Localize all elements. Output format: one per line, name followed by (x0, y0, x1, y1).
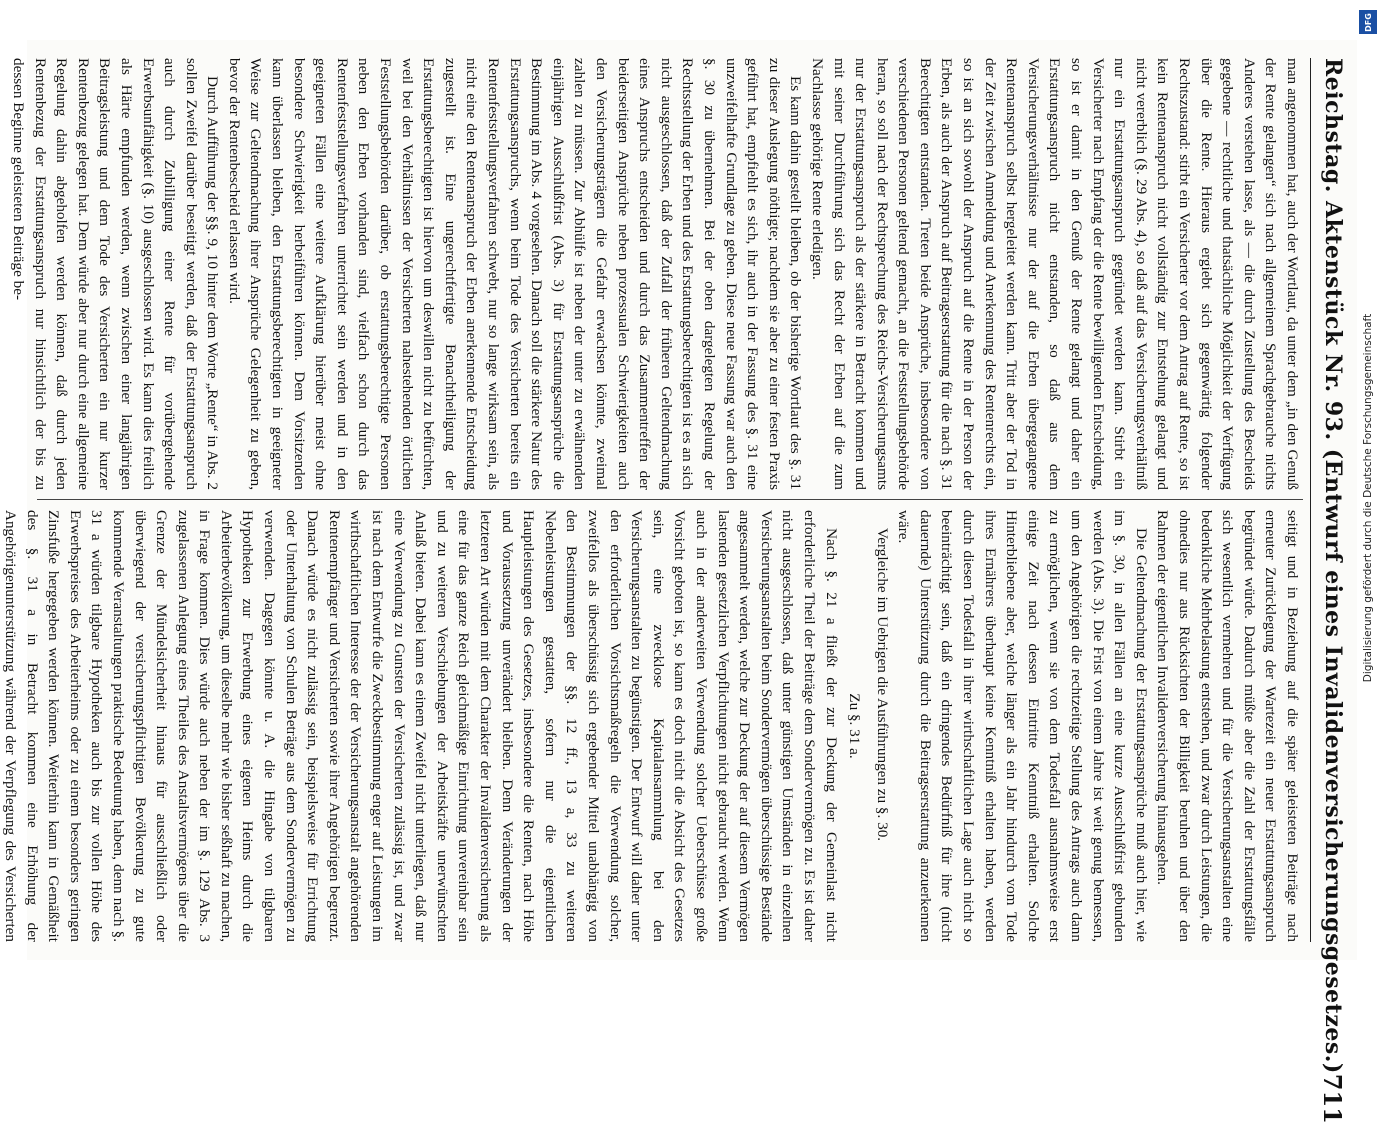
page-number: 711 (1318, 1073, 1347, 1124)
document-page (1, 40, 1357, 1124)
paragraph: Die Geltendmachung der Erstattungsansprüche muß auch hier, wie im §. 30, in allen Fällen an eine kurze Ausschlußfrist gebunden werden (Abs. 3). Die Frist von einem Jahre ist weit genug bemessen, um den Angehörigen die rechtzeitige Stellung des Antrags auch dann zu ermöglichen, wenn sie von dem Todesfall ausnahmsweise erst einige Zeit nach dessen Eintritte Kenntniß erhalten. Solche Hinterbliebene aber, welche länger als ein Jahr hindurch vom Tode ihres Ernährers überhaupt keine Kenntniß erhalten haben, werden durch diesen Todesfall in ihrer wirthschaftlichen Lage auch nicht so beeinträchtigt sein, daß ein dringendes Bedürfniß für ihre (nicht dauernde) Unterstützung durch die Beitragserstattung anzuerkennen wäre. (894, 510, 1150, 942)
page-header (1313, 58, 1353, 1124)
running-title: Reichstag. Aktenstück Nr. 93. (Entwurf eines Invalidenversicherungsgesetzes.) (1319, 58, 1346, 1074)
paragraph: Durch Aufführung der §§. 9, 10 hinter dem Worte „Rente“ in Abs. 2 sollen Zweifel darüber beseitigt werden, daß der Erstattungsanspruch auch durch Zubilligung einer Rente für vorübergehende Erwerbsunfähigkeit (§. 10) ausgeschlossen wird. Es kann dies freilich als Härte empfunden werden, wenn zwischen einer langjährigen Beitragsleistung und dem Tode des Versicherten ein nur kurzer Rentenbezug gelegen hat. Dem würde aber nur durch eine allgemeine Regelung dahin abgeholfen werden können, daß durch jeden Rentenbezug der Erstattungsanspruch nur hinsichtlich der bis zu dessen Beginne geleisteten Beiträge be- (9, 58, 221, 490)
paragraph: Nach §. 21 a fließt der zur Deckung der Gemeinlast nicht erforderliche Theil der Beiträge dem Sondervermögen zu. Es ist daher nicht ausgeschlossen, daß unter günstigen Umständen in einzelnen Versicherungsanstalten beim Sondervermögen überschüssige Bestände angesammelt werden, welche zur Deckung der auf diesem Vermögen lastenden gesetzlichen Verpflichtungen nicht gebraucht werden. Wenn auch in der anderweiten Verwendung solcher Ueberschüsse große Vorsicht geboten ist, so kann es doch nicht die Absicht des Gesetzes sein, eine zwecklose Kapitalansammlung bei den Versicherungsanstalten zu begünstigen. Der Entwurf will daher unter den erforderlichen Vorsichtsmaßregeln die Verwendung solcher, zweifellos als überschüssig sich ergebender Mittel unabhängig von den Bestimmungen der §§. 12 ff., 13 a, 33 zu weiteren Nebenleistungen gestatten, sofern nur die eigentlichen Hauptleistungen des Gesetzes, insbesondere die Renten, nach Höhe und Voraussetzung unverändert bleiben. Denn Veränderungen der letzteren Art würden mit dem Charakter der Invalidenversicherung als eine für das ganze Reich gleichmäßige Einrichtung unvereinbar sein und zu weiteren Verschiebungen der Arbeitskräfte unerwünschten Anlaß bieten. Dabei kann es einem Zweifel nicht unterliegen, daß nur eine Verwendung zu Gunsten der Versicherten zulässig ist, und zwar ist nach dem Entwurfe die Zweckbestimmung enger auf Leistungen im wirthschaftlichen Interesse der der Versicherungsanstalt angehörenden Rentenempfänger und Versicherten sowie ihrer Angehörigen begrenzt. Danach würde es nicht zulässig sein, beispielsweise für Errichtung oder Unterhaltung von Schulen Beträge aus dem Sondervermögen zu verwenden. Dagegen könnte u. A. die Hingabe von tilgbaren Hypotheken zur Erwerbung eines eigenen Heims durch die Arbeiterbevölkerung, um dieselbe mehr wie bisher seßhaft zu machen, in Frage kommen. Dies würde auch neben der im §. 129 Abs. 3 zugelassenen Anlegung eines Theiles des Anstaltsvermögens über die Grenze der Mündelsicherheit hinaus für ausschließlich oder überwiegend der versicherungspflichtigen Bevölkerung zu gute kommende Veranstaltungen praktische Bedeutung haben, denn nach §. 31 a würden tilgbare Hypotheken auch bis zur vollen Höhe des Erwerbspreises des Arbeiterheims oder zu einem besonders geringen Zinsfuße hergegeben werden können. Weiterhin kann in Gemäßheit des §. 31 a in Betracht kommen eine Erhöhung der Angehörigenunterstützung während der Verpflegung des Versicherten (1, 510, 840, 942)
paragraph: seitigt und in Beziehung auf die später geleisteten Beiträge nach erneuter Zurücklegung der Wartezeit ein neuer Erstattungsanspruch begründet würde. Dadurch müßte aber die Zahl der Erstattungsfälle sich wesentlich vermehren und für die Versicherungsanstalten eine bedenkliche Mehrbelastung entstehen, und zwar durch Leistungen, die ohnedies nur aus Rücksichten der Billigkeit beruhen und über den Rahmen der eigentlichen Invalidenversicherung hinausgehen. (1153, 510, 1301, 942)
column-divider (37, 499, 1303, 500)
header-rule (1310, 58, 1311, 942)
right-column (1, 510, 1303, 942)
dfg-logo-text: DFG (1363, 12, 1373, 32)
digitization-note (1359, 8, 1377, 988)
left-column (9, 58, 1303, 490)
section-heading: Zu §. 31 a. (845, 693, 863, 759)
paragraph: man angenommen hat, auch der Wortlaut, da unter dem „in den Genuß der Rente gelangen“ sich nach allgemeinem Sprachgebrauche nichts Anderes verstehen lasse, als — die durch Zustellung des Bescheids gegebene — rechtliche und thatsächliche Möglichkeit der Verfügung über die Rente. Hieraus ergiebt sich gegenwärtig folgender Rechtszustand: stirbt ein Versicherter vor dem Antrag auf Rente, so ist kein Rentenanspruch nicht vollständig zur Entstehung gelangt und nicht vererblich (§. 29 Abs. 4), so daß auf das Versicherungsverhältniß nur ein Erstattungsanspruch gegründet werden kann. Stirbt ein Versicherter nach Empfang der die Rente bewilligenden Entscheidung, so ist er damit in den Genuß der Rente gelangt und daher ein Erstattungsanspruch nicht entstanden, so daß aus dem Versicherungsverhältnisse nur der auf die Erben übergegangene Rentenanspruch selbst hergeleitet werden kann. Tritt aber der Tod in der Zeit zwischen Anmeldung und Anerkennung des Rentenrechts ein, so ist an sich sowohl der Anspruch auf die Rente in der Person der Erben, als auch der Anspruch auf Beitragserstattung für die nach §. 31 Berechtigten entstanden. Treten beide Ansprüche, insbesondere von verschiedenen Personen geltend gemacht, an die Feststellungsbehörde heran, so soll nach der Rechtsprechung des Reichs-Versicherungsamts nur der Erstattungsanspruch als der stärkere in Betracht kommen und mit seiner Durchführung sich das Recht der Erben auf die zum Nachlasse gehörige Rente erledigen. (808, 58, 1301, 490)
paragraph: Vergleiche im Uebrigen die Ausführungen zu §. 30. (873, 528, 891, 842)
digitization-note-text: Digitalisierung gefördert durch die Deutsche Forschungsgemeinschaft (1362, 313, 1374, 683)
paragraph: Es kann dahin gestellt bleiben, ob der bisherige Wortlaut des §. 31 zu dieser Auslegung nöthigte; nachdem sie aber zu einer festen Praxis geführt hat, empfiehlt es sich, ihr auch in der Fassung des §. 31 eine unzweifelhafte Grundlage zu geben. Diese neue Fassung war auch den §. 30 zu übernehmen. Bei der oben dargelegten Regelung der Rechtsstellung der Erben und des Erstattungsberechtigten ist es an sich nicht ausgeschlossen, daß der Zufall der früheren Geltendmachung eines Anspruchs entscheiden und durch das Zusammentreffen der beiderseitigen Ansprüche neben prozessualen Schwierigkeiten auch den Versicherungsträgern die Gefahr erwachsen könnte, zweimal zahlen zu müssen. Zur Abhülfe ist neben der unter zu erwähnenden einjährigen Ausschlußfrist (Abs. 3) für Erstattungsansprüche die Bestimmung im Abs. 4 vorgesehen. Danach soll die stärkere Natur des Erstattungsanspruchs, wenn beim Tode des Versicherten bereits ein Rentenfeststellungsverfahren schwebt, nur so lange wirksam sein, als nicht eine den Rentenanspruch der Erben anerkennende Entscheidung zugestellt ist. Eine ungerechtfertigte Benachtheiligung der Erstattungsberechtigten ist hiervon um deswillen nicht zu befürchten, weil bei den Verhältnissen der Versicherten nahestehenden örtlichen Feststellungsbehörden darüber, ob erstattungsberechtigte Personen neben den Erben vorhanden sind, vielfach schon durch das Rentenfeststellungsverfahren unterrichtet sein werden und in den geeigneten Fällen eine weitere Aufklärung hierüber meist ohne besondere Schwierigkeit herbeiführen können. Dem Vorsitzenden kann überlassen bleiben, den Erstattungsberechtigten in geeigneter Weise zur Geltendmachung ihrer Ansprüche Gelegenheit zu geben, bevor der Rentenbescheid erlassen wird. (225, 58, 804, 490)
